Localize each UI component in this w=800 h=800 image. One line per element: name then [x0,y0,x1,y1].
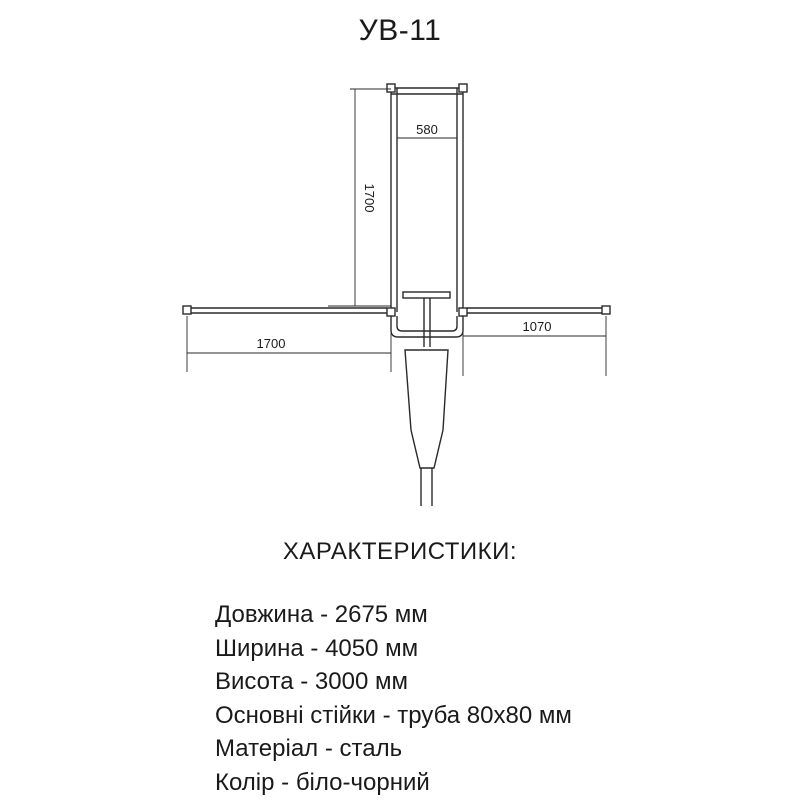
spec-item-height: Висота - 3000 мм [215,668,408,695]
spec-item-length: Довжина - 2675 мм [215,601,428,628]
label-left-length: 1700 [256,336,286,351]
specs-list [215,598,572,799]
hanging-body [405,337,448,506]
dimension-height [328,89,391,306]
spec-item-color: Колір - біло-чорний [215,768,430,796]
product-title: УВ-11 [358,14,442,47]
spec-item-posts: Основні стійки - труба 80х80 мм [215,701,572,729]
specs-heading: ХАРАКТЕРИСТИКИ: [282,538,518,565]
spec-item-width: Ширина - 4050 мм [215,634,419,662]
spec-item-material: Матеріал - сталь [215,735,403,762]
left-arm [191,308,387,313]
label-height: 1700 [362,183,377,213]
u-bracket [391,316,463,337]
dimension-left-length [187,316,391,372]
right-arm [467,308,602,313]
seat-bar [403,292,450,337]
label-top-width: 580 [416,122,438,137]
label-right-length: 1070 [522,319,552,334]
